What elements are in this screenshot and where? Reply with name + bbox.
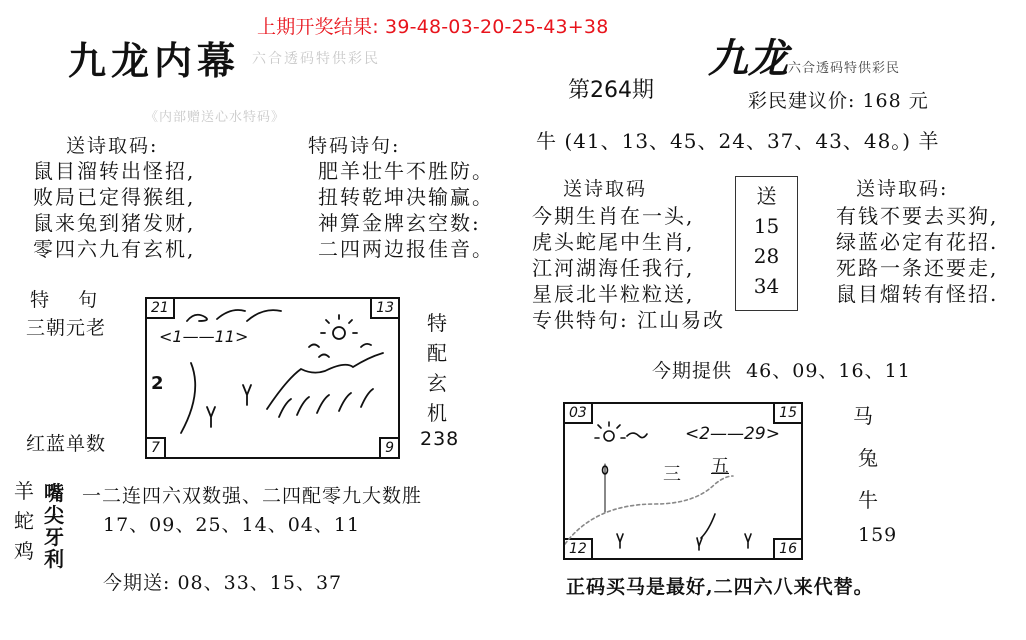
landscape-sketch-icon — [147, 299, 402, 461]
right-subtitle: 六合透码特供彩民 — [788, 61, 901, 76]
poem-line: 神算金牌玄空数: — [318, 211, 481, 235]
scribble-text: <2——29> — [685, 424, 780, 444]
poem-line: 江河湖海任我行, — [532, 256, 695, 280]
right-poem-right — [836, 203, 998, 307]
vertical-number: 238 — [420, 428, 460, 450]
hint-char: 玄 — [427, 371, 447, 395]
hint-char: 机 — [427, 401, 447, 425]
right-poem-left — [532, 203, 725, 333]
provide-line: 今期提供 46、09、16、11 — [652, 360, 911, 382]
corner-number: 15 — [773, 402, 803, 424]
poem-line: 败局已定得猴组, — [33, 185, 196, 209]
send-label: 送 — [756, 184, 777, 208]
poem-line: 死路一条还要走, — [836, 256, 999, 280]
mouth-char: 嘴 — [44, 481, 64, 505]
this-issue-send: 今期送: 08、33、15、37 — [103, 572, 343, 594]
scribble-text: <1——11> — [159, 327, 249, 346]
poem-line: 零四六九有玄机, — [33, 237, 196, 261]
last-result-label: 上期开奖结果: — [257, 16, 386, 38]
send-number: 34 — [753, 274, 780, 298]
poem-line: 虎头蛇尾中生肖, — [532, 230, 695, 254]
corner-number: 9 — [379, 437, 400, 459]
red-blue-label: 红蓝单数 — [26, 433, 107, 455]
special-poem-heading: 特码诗句: — [308, 135, 401, 157]
corner-number: 16 — [773, 538, 803, 560]
rule-line: 一二连四六双数强、二四配零九大数胜 — [82, 485, 423, 507]
mouth-char: 牙 — [44, 525, 64, 549]
left-banner: 《内部赠送心水特码》 — [145, 110, 286, 125]
featured-numbers: 牛 (41、13、45、24、37、43、48。) 羊 — [536, 129, 940, 153]
special-phrase: 三朝元老 — [26, 317, 107, 339]
left-subtitle: 六合透码特供彩民 — [252, 51, 380, 67]
zodiac-column — [14, 476, 34, 566]
corner-number: 21 — [145, 297, 175, 319]
vertical-hint — [427, 308, 447, 428]
left-poem-heading: 送诗取码: — [66, 135, 159, 157]
right-column-number: 159 — [858, 524, 898, 546]
poem-line: 今期生肖在一头, — [532, 204, 695, 228]
special-line: 专供特句: 江山易改 — [532, 308, 726, 332]
right-title-text: 九龙 — [708, 35, 788, 82]
price: 彩民建议价: 168 元 — [748, 90, 929, 112]
mouth-char: 尖 — [44, 503, 64, 527]
corner-number: 7 — [145, 437, 166, 459]
left-picture-box — [145, 297, 400, 459]
special-poem — [318, 158, 494, 262]
hint-char: 配 — [427, 341, 447, 365]
hint-char: 特 — [427, 311, 447, 335]
side-number: 2 — [151, 373, 164, 394]
zodiac-char: 牛 — [858, 488, 878, 512]
mouth-column — [44, 482, 64, 570]
right-zodiac-column — [848, 395, 878, 521]
poem-line: 绿蓝必定有花招. — [836, 230, 999, 254]
numbers-line: 17、09、25、14、04、11 — [103, 514, 361, 536]
zodiac-char: 鸡 — [14, 539, 34, 563]
poem-line: 扭转乾坤决输赢。 — [318, 185, 494, 209]
right-poem2-heading: 送诗取码: — [856, 178, 949, 200]
left-title: 九龙内幕 — [68, 38, 241, 83]
scribble-char: 三 — [663, 464, 681, 485]
corner-number: 12 — [563, 538, 593, 560]
zodiac-char: 羊 — [14, 479, 34, 503]
last-result-banner — [257, 12, 608, 39]
poem-line: 星辰北半粒粒送, — [532, 282, 695, 306]
send-number: 28 — [753, 244, 780, 268]
right-picture-box — [563, 402, 803, 560]
last-result-value: 39-48-03-20-25-43+38 — [385, 16, 609, 38]
corner-number: 13 — [370, 297, 400, 319]
poem-line: 鼠来兔到猪发财, — [33, 211, 196, 235]
zodiac-char: 兔 — [858, 446, 878, 470]
poem-line: 二四两边报佳音。 — [318, 237, 494, 261]
footer-line: 正码买马是最好,二四六八来代替。 — [566, 576, 874, 598]
poem-line: 有钱不要去买狗, — [836, 204, 999, 228]
special-phrase-label: 特 句 — [30, 289, 99, 311]
landscape-sketch-icon — [565, 404, 805, 562]
mouth-char: 利 — [44, 547, 64, 571]
corner-number: 03 — [563, 402, 593, 424]
left-poem — [33, 158, 195, 262]
poem-line: 肥羊壮牛不胜防。 — [318, 159, 494, 183]
issue-number: 第264期 — [568, 78, 654, 103]
poem-line: 鼠目熘转有怪招. — [836, 282, 999, 306]
send-number: 15 — [753, 214, 780, 238]
zodiac-char: 马 — [853, 404, 873, 428]
zodiac-char: 蛇 — [14, 509, 34, 533]
right-title — [708, 27, 900, 84]
send-box — [735, 176, 798, 311]
scribble-char: 五 — [711, 456, 729, 477]
right-poem-heading: 送诗取码 — [563, 178, 648, 200]
poem-line: 鼠目溜转出怪招, — [33, 159, 196, 183]
